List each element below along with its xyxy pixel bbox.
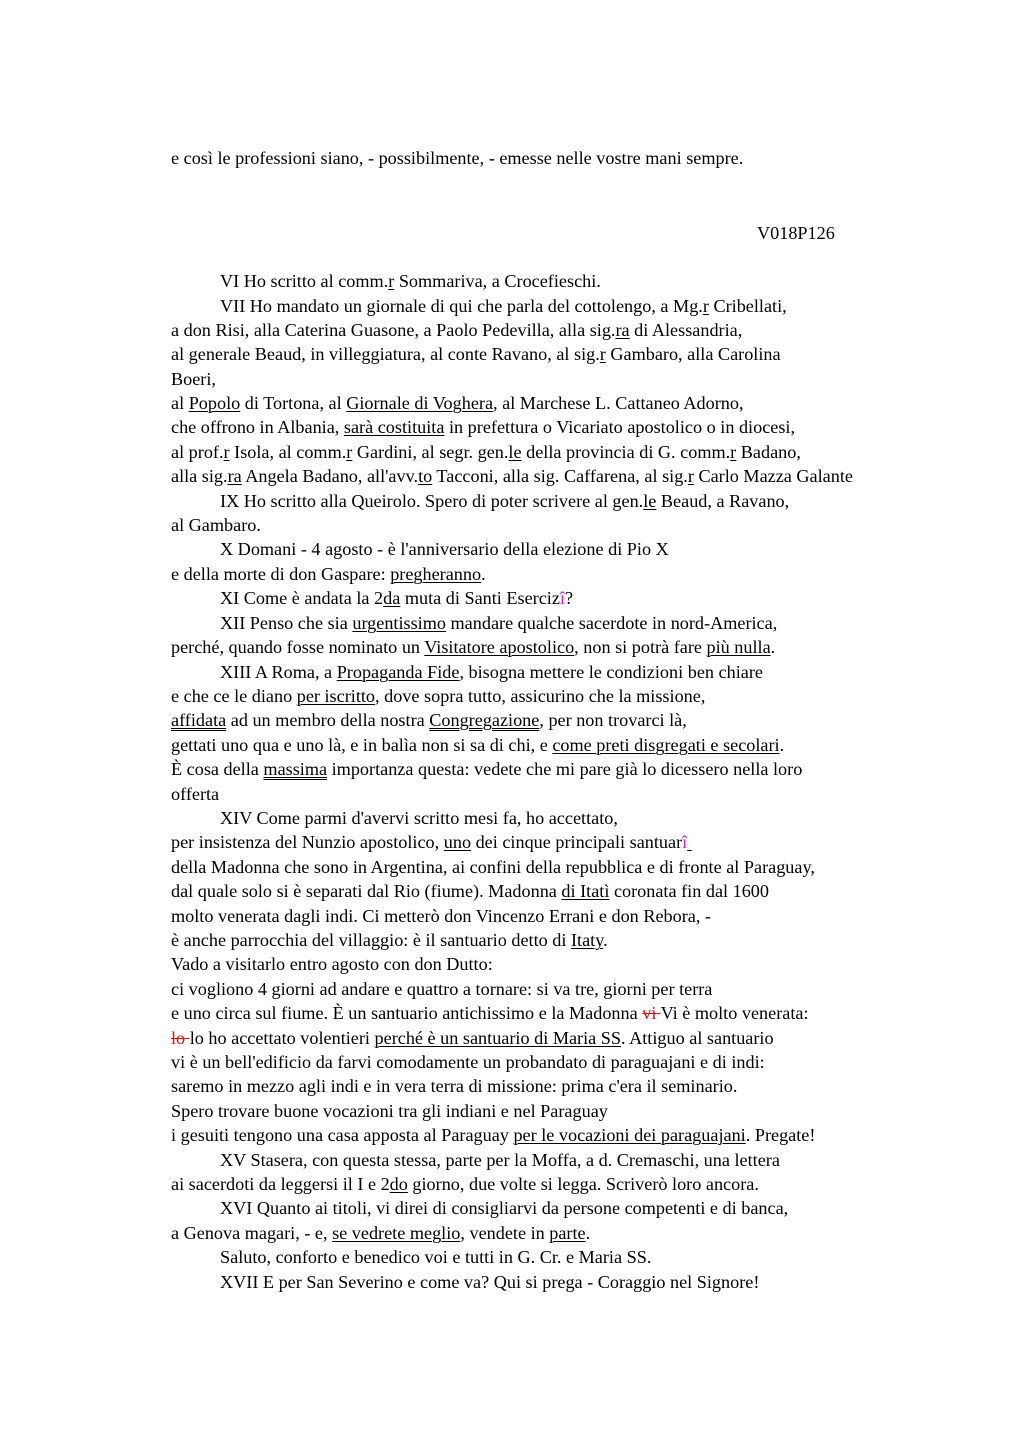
text-line: affidata ad un membro della nostra Congregazione, per non trovarci là, xyxy=(171,710,687,730)
text-line: al Popolo di Tortona, al Giornale di Voghera, al Marchese L. Cattaneo Adorno, xyxy=(171,393,744,413)
paragraph-xiii-line: XIII A Roma, a Propaganda Fide, bisogna mettere le condizioni ben chiare xyxy=(220,662,763,682)
text-line: alla sig.ra Angela Badano, all'avv.to Tacconi, alla sig. Caffarena, al sig.r Carlo Mazza Galante xyxy=(171,466,853,486)
text-line: al prof.r Isola, al comm.r Gardini, al segr. gen.le della provincia di G. comm.r Badano, xyxy=(171,442,801,462)
deleted-text: vi xyxy=(642,1003,657,1023)
text-line: che offrono in Albania, sarà costituita in prefettura o Vicariato apostolico o in diocesi, xyxy=(171,417,796,437)
paragraph-x-line: X Domani - 4 agosto - è l'anniversario della elezione di Pio X xyxy=(220,539,669,559)
paragraph-xvii-line: XVII E per San Severino e come va? Qui si prega - Coraggio nel Signore! xyxy=(220,1272,760,1292)
text-line: è anche parrocchia del villaggio: è il santuario detto di Itaty. xyxy=(171,930,608,950)
paragraph-xi-line: XI Come è andata la 2da muta di Santi Esercizî? xyxy=(220,588,574,608)
text-line: È cosa della massima importanza questa: vedete che mi pare già lo dicessero nella loro xyxy=(171,759,803,779)
text-line: al generale Beaud, in villeggiatura, al conte Ravano, al sig.r Gambaro, alla Carolina xyxy=(171,344,781,364)
top-line: e così le professioni siano, - possibilmente, - emesse nelle vostre mani sempre. xyxy=(171,148,744,168)
paragraph-vi-line: VI Ho scritto al comm.r Sommariva, a Crocefieschi. xyxy=(220,271,601,291)
text-line: ci vogliono 4 giorni ad andare e quattro a tornare: si va tre, giorni per terra xyxy=(171,979,713,999)
text-line: Boeri, xyxy=(171,369,216,389)
text-line: ai sacerdoti da leggersi il I e 2do giorno, due volte si legga. Scriverò loro ancora. xyxy=(171,1174,759,1194)
text-line: vi è un bell'edificio da farvi comodamente un probandato di paraguajani e di indi: xyxy=(171,1052,765,1072)
text-line: a Genova magari, - e, se vedrete meglio, vendete in parte. xyxy=(171,1223,591,1243)
text-line: e che ce le diano per iscritto, dove sopra tutto, assicurino che la missione, xyxy=(171,686,706,706)
text-line: lo lo ho accettato volentieri perché è un santuario di Maria SS. Attiguo al santuario xyxy=(171,1028,774,1048)
text-line: i gesuiti tengono una casa apposta al Paraguay per le vocazioni dei paraguajani. Pregate! xyxy=(171,1125,816,1145)
text-line: per insistenza del Nunzio apostolico, uno dei cinque principali santuarî xyxy=(171,832,688,852)
text-line: perché, quando fosse nominato un Visitatore apostolico, non si potrà fare più nulla. xyxy=(171,637,776,657)
text-line: offerta xyxy=(171,784,220,804)
text-line: Spero trovare buone vocazioni tra gli indiani e nel Paraguay xyxy=(171,1101,608,1121)
text-line: saremo in mezzo agli indi e in vera terra di missione: prima c'era il seminario. xyxy=(171,1076,738,1096)
text-line: Vado a visitarlo entro agosto con don Dutto: xyxy=(171,954,493,974)
paragraph-xii-line: XII Penso che sia urgentissimo mandare qualche sacerdote in nord-America, xyxy=(220,613,778,633)
paragraph-xiv-line: XIV Come parmi d'avervi scritto mesi fa, ho accettato, xyxy=(220,808,618,828)
text-line: della Madonna che sono in Argentina, ai confini della repubblica e di fronte al Paraguay, xyxy=(171,857,815,877)
text-line: gettati uno qua e uno là, e in balìa non si sa di chi, e come preti disgregati e secolari. xyxy=(171,735,785,755)
text-line: e della morte di don Gaspare: pregheranno. xyxy=(171,564,486,584)
paragraph-xvi-line: XVI Quanto ai titoli, vi direi di consigliarvi da persone competenti e di banca, xyxy=(220,1198,789,1218)
text-line: e uno circa sul fiume. È un santuario antichissimo e la Madonna vi Vi è molto venerata: xyxy=(171,1003,809,1023)
text-line: molto venerata dagli indi. Ci metterò don Vincenzo Errani e don Rebora, - xyxy=(171,906,711,926)
closing-greeting-line: Saluto, conforto e benedico voi e tutti in G. Cr. e Maria SS. xyxy=(220,1247,652,1267)
paragraph-vii-line: VII Ho mandato un giornale di qui che parla del cottolengo, a Mg.r Cribellati, xyxy=(220,296,787,316)
text-line: al Gambaro. xyxy=(171,515,261,535)
text-line: a don Risi, alla Caterina Guasone, a Paolo Pedevilla, alla sig.ra di Alessandria, xyxy=(171,320,743,340)
paragraph-xv-line: XV Stasera, con questa stessa, parte per la Moffa, a d. Cremaschi, una lettera xyxy=(220,1150,780,1170)
text-line: dal quale solo si è separati dal Rio (fiume). Madonna di Itatì coronata fin dal 1600 xyxy=(171,881,769,901)
paragraph-ix-line: IX Ho scritto alla Queirolo. Spero di poter scrivere al gen.le Beaud, a Ravano, xyxy=(220,491,790,511)
page-reference: V018P126 xyxy=(757,223,835,243)
deleted-text: lo xyxy=(171,1028,186,1048)
